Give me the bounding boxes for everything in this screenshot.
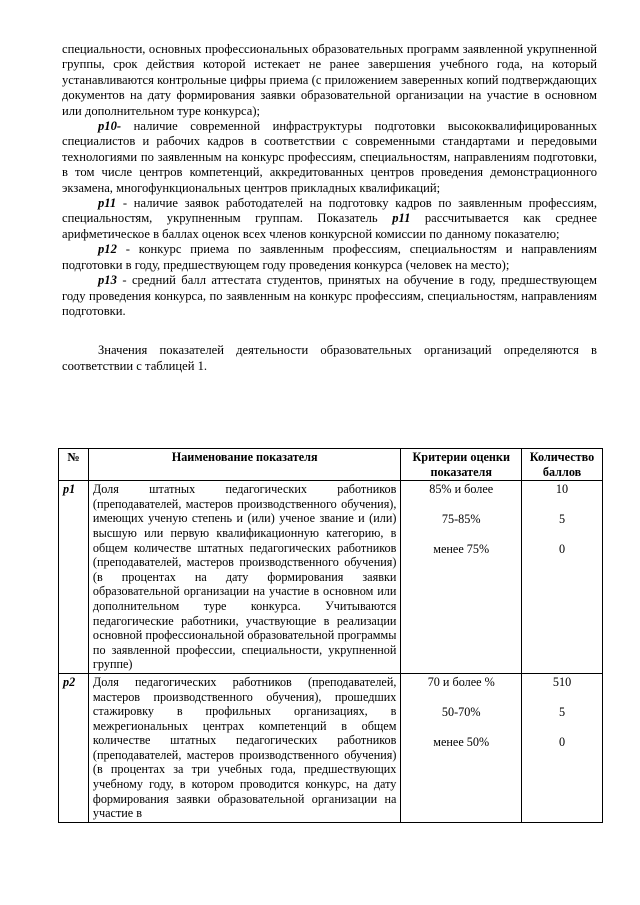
table-row — [59, 673, 603, 822]
row-score — [522, 481, 603, 674]
table-header-row — [59, 449, 603, 481]
score-item: 510 — [552, 674, 572, 689]
score-item: 5 — [558, 704, 566, 719]
indicator-label-p11: p11 — [98, 196, 117, 211]
row-score — [522, 673, 603, 822]
table-row — [59, 481, 603, 674]
criteria-item: 50-70% — [441, 704, 481, 719]
score-item: 0 — [558, 542, 566, 557]
header-num: № — [59, 449, 89, 481]
paragraph-p10 — [62, 119, 597, 196]
paragraph-p12 — [62, 242, 597, 273]
paragraph-continuation: специальности, основных профессиональных образовательных программ заявленной укрупненной группы, срок действия которой истекает не ранее завершения учебного года, на который устанавливаются контрольные цифры приема (с приложением заверенных копий подтверждающих документов на дату формирования заявки образовательной организации на участие в основном или дополнительном туре конкурса); — [62, 42, 597, 118]
row-num: p1 — [59, 481, 89, 674]
indicator-label-p10: p10- — [98, 119, 122, 134]
paragraph-text: рассчитывается как среднее арифметическое в баллах оценок всех членов конкурсной комиссии по данному показателю; — [62, 211, 598, 241]
indicator-label-p12: p12 — [98, 242, 117, 257]
paragraph-text: - средний балл аттестата студентов, принятых на обучение в году, предшествующем году проведения конкурса, по заявленным на конкурс профессиям, специальностям, направлениям подготовки. — [62, 273, 597, 318]
paragraph-text: наличие современной инфраструктуры подготовки высококвалифицированных специалистов и рабочих кадров в соответствии с современными стандартами и передовыми технологиями по заявленным на конкурс профессиям, специальностям, направлениям подготовки, в том числе центров компетенций, аккредитованных центров проведения демонстрационного экзамена, многофункциональных центров прикладных квалификаций; — [62, 119, 597, 195]
paragraph-table-intro: Значения показателей деятельности образовательных организаций определяются в соответствии с таблицей 1. — [62, 343, 597, 373]
criteria-item: 75-85% — [441, 512, 481, 527]
indicator-label-p13: p13 — [98, 273, 117, 288]
score-item: 10 — [555, 482, 569, 497]
header-criteria: Критерии оценки показателя — [401, 449, 522, 481]
paragraph-p13 — [62, 273, 597, 319]
paragraph-text: - конкурс приема по заявленным профессиям, специальностям и направлениям подготовки в году, предшествующем году проведения конкурса (человек на место); — [62, 242, 597, 272]
criteria-item: 85% и более — [429, 482, 494, 497]
paragraph-p11 — [62, 196, 597, 242]
indicators-table — [58, 448, 603, 823]
row-num: p2 — [59, 673, 89, 822]
paragraph-text: - наличие заявок работодателей на подготовку кадров по заявленным профессиям, специальностям, укрупненным группам. Показатель — [62, 196, 597, 226]
indicator-label-p11-inline: p11 — [392, 211, 411, 226]
document-body — [62, 42, 597, 374]
row-criteria — [401, 481, 522, 674]
header-name: Наименование показателя — [88, 449, 400, 481]
criteria-item: 70 и более % — [427, 674, 495, 689]
header-score: Количество баллов — [522, 449, 603, 481]
row-name: Доля штатных педагогических работников (преподавателей, мастеров производственного обучения), имеющих ученую степень и (или) ученое звание и (или) высшую или первую квалификационную категорию, в общем количестве штатных педагогических работников (преподавателей, мастеров производственного обучения) (в процентах на дату формирования заявки образовательной организации на участие в основном или дополнительном туре конкурса. Учитываются педагогические работники, участвующие в реализации основной профессиональной образовательной программы по заявленной профессии, специальности, укрупненной группе) — [88, 481, 400, 674]
row-name: Доля педагогических работников (преподавателей, мастеров производственного обучения), прошедших стажировку в профильных организациях, в межрегиональных центрах компетенций в общем количестве штатных педагогических работников (преподавателей, мастеров производственного обучения) (в процентах за три учебных года, предшествующих учебному году, в котором проводится конкурс, на дату формирования заявки образовательной организации на участие в — [88, 673, 400, 822]
score-item: 5 — [558, 512, 566, 527]
criteria-item: менее 50% — [433, 734, 490, 749]
score-item: 0 — [558, 734, 566, 749]
row-criteria — [401, 673, 522, 822]
criteria-item: менее 75% — [433, 542, 490, 557]
